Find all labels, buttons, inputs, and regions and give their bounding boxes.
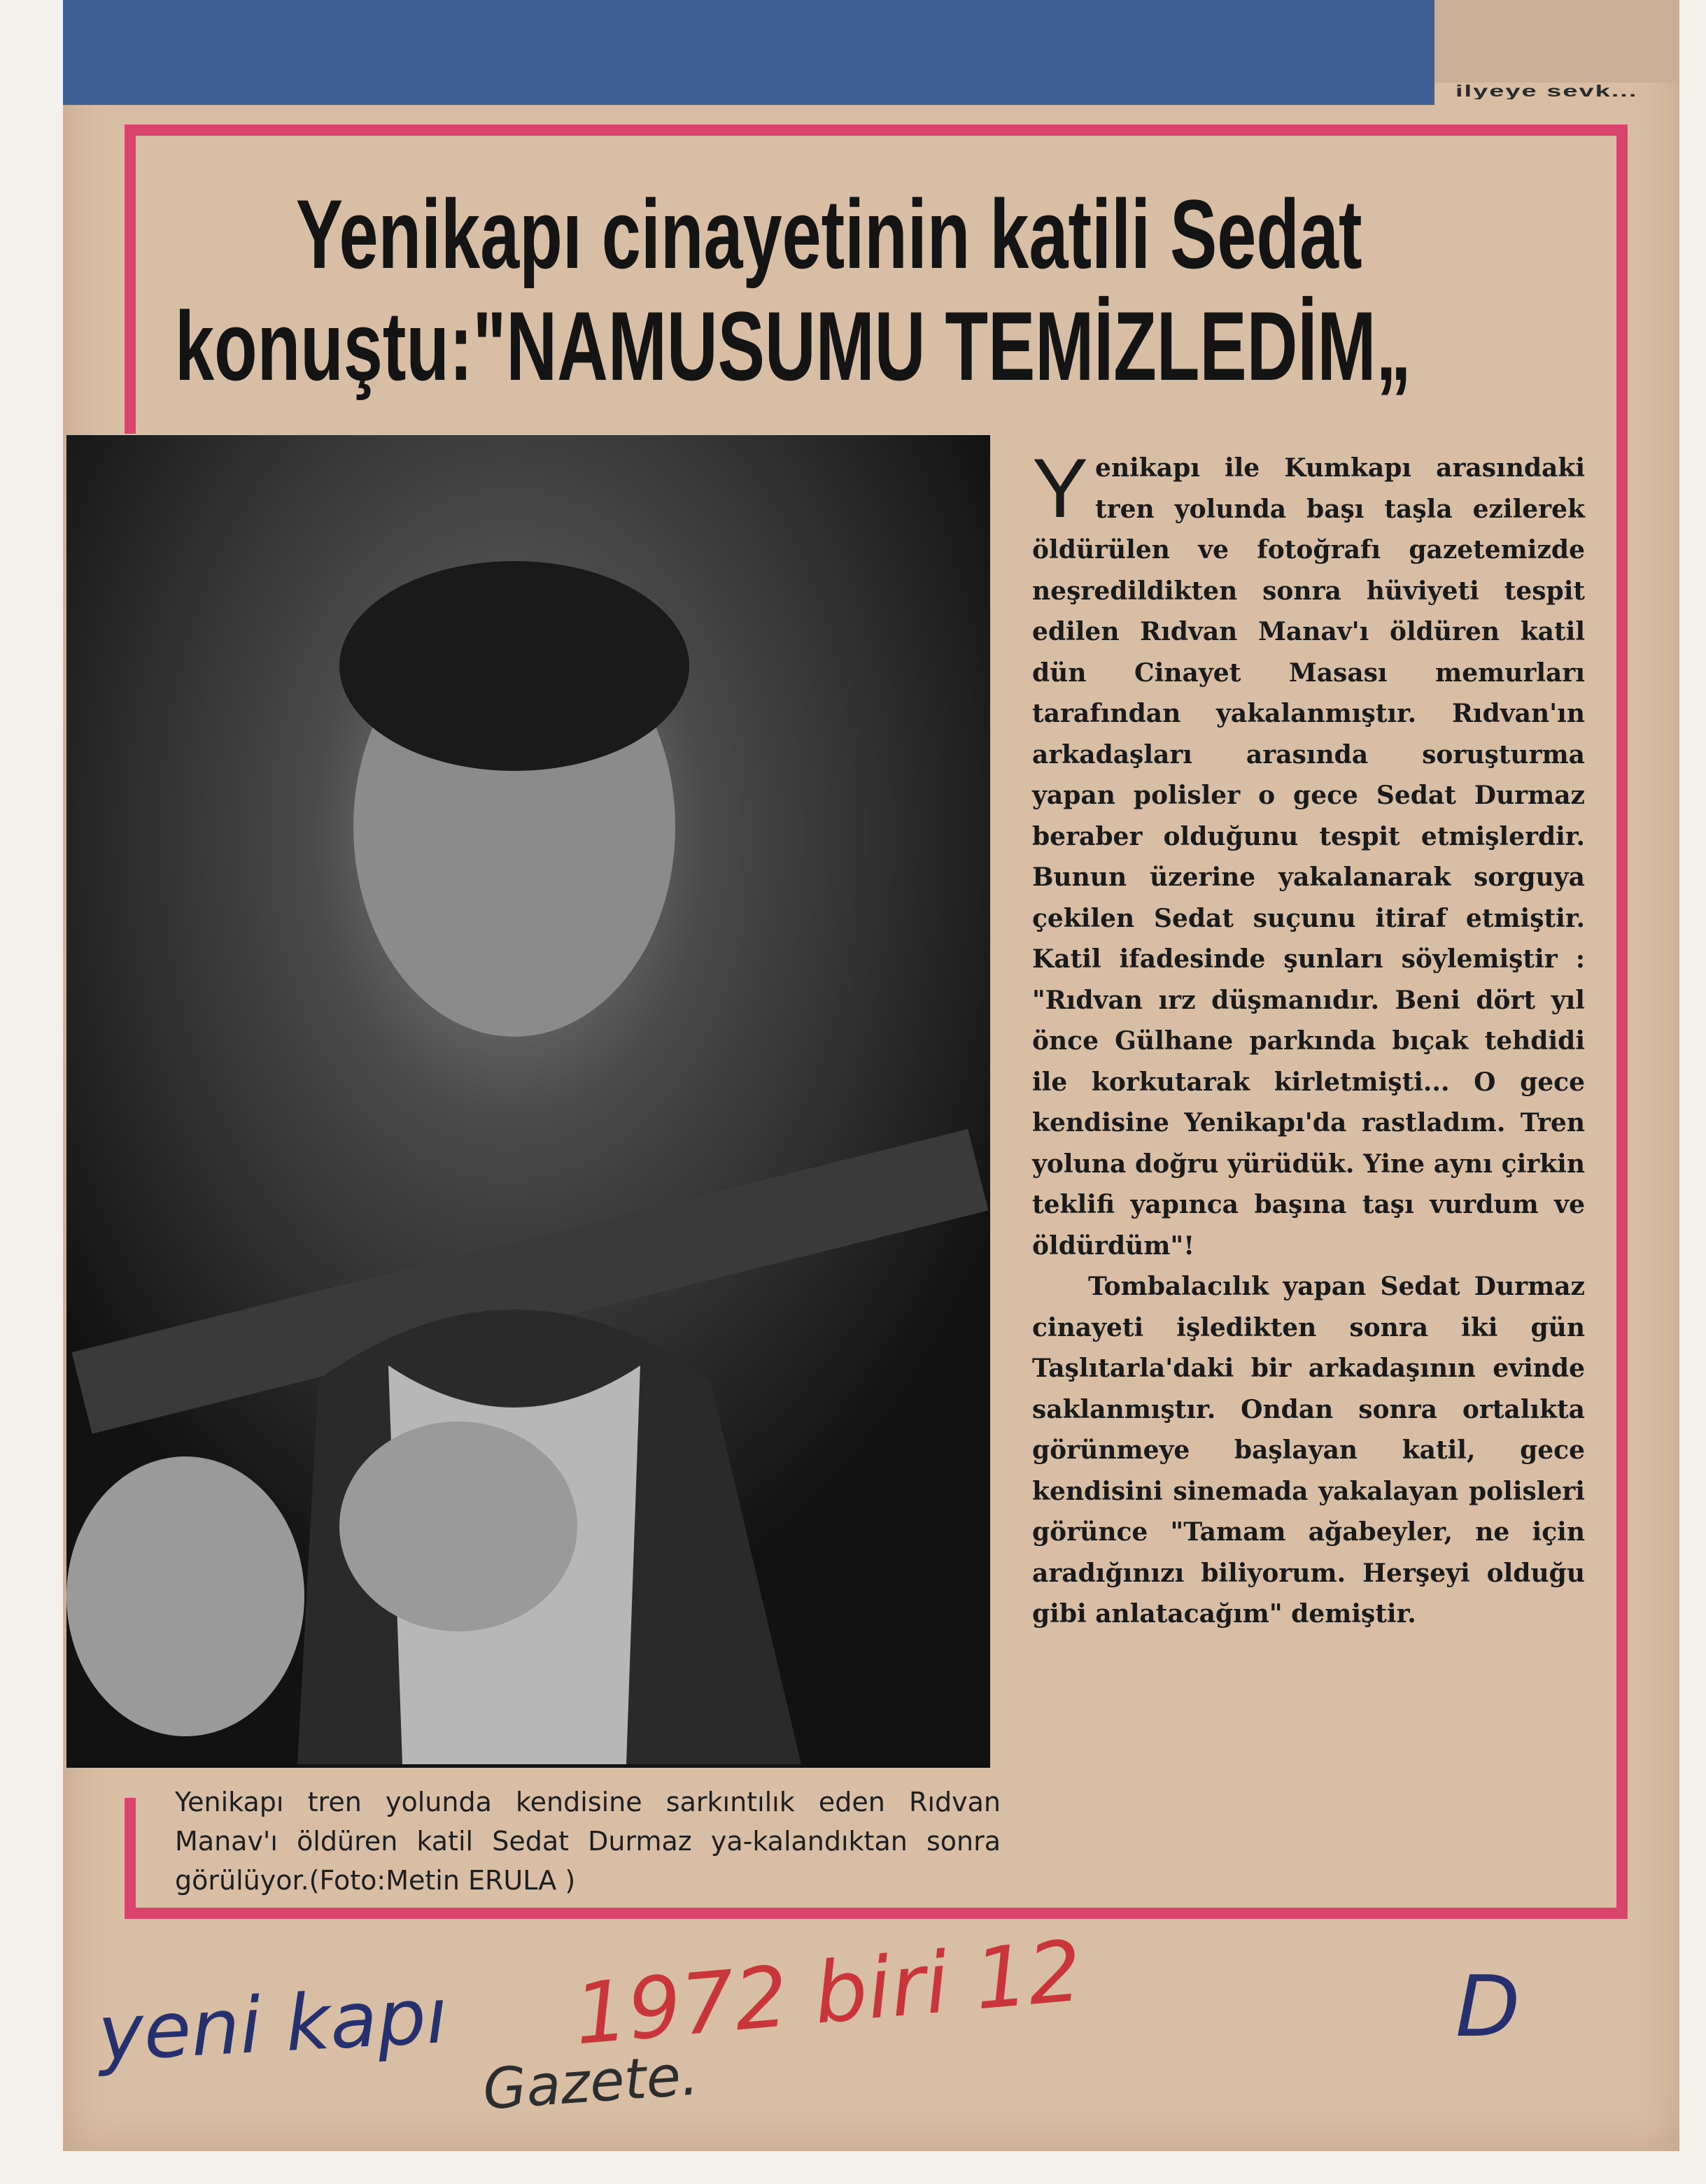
photo-caption: Yenikapı tren yolunda kendisine sarkıntılık eden Rıdvan Manav'ı öldüren katil Sedat Durmaz ya-kalandıktan sonra görülüyor.(Foto:Metin ERULA ) [175,1787,1001,1896]
paragraph-2: Tombalacılık yapan Sedat Durmaz cinayeti işledikten sonra iki gün Taşlıtarla'daki bir arkadaşının evinde saklanmıştır. Ondan sonra ortalıkta görünmeye başlayan katil, gece kendisini sinemada yakalayan polisleri görünce "Tamam ağabeyler, ne için aradığınızı biliyorum. Herşeyi olduğu gibi anlatacağım" demiştir. [1032,1272,1585,1629]
headline-line-2: konuştu:"NAMUSUMU TEMİZLEDİM„ [175,291,1411,401]
portrait-photo-icon [66,435,990,1768]
headline [175,179,1411,401]
drop-cap: Y [1032,441,1089,535]
paragraph-1 [1032,441,1585,1266]
article-body [1032,441,1585,1635]
blue-header-band [63,0,1434,105]
handwritten-date: 1972 biri 12 [570,1922,1086,2064]
headline-line-1: Yenikapı cinayetinin katili Sedat [295,179,1362,289]
handwritten-note-source: yeni kapı [95,1971,450,2078]
header-fragment-text: ilyeye sevk... [1455,83,1638,99]
header-strip [1434,0,1679,83]
handwritten-note-source-2: Gazete. [481,2042,701,2122]
handwritten-mark: D [1455,1959,1521,2056]
portrait-photo [66,435,990,1768]
paragraph-1-text: enikapı ile Kumkapı arasındaki tren yolunda başı taşla ezilerek öldürülen ve fotoğrafı gazetemizde neşredildikten sonra hüviyeti tespit edilen Rıdvan Manav'ı öldüren katil dün Cinayet Masası memurları tarafından yakalanmıştır. Rıdvan'ın arkadaşları arasında soruşturma yapan polisler o gece Sedat Durmaz beraber olduğunu tespit etmişlerdir. Bunun üzerine yakalanarak sorguya çekilen Sedat suçunu itiraf etmiştir. Katil ifadesinde şunları söylemiştir : "Rıdvan ırz düşmanıdır. Beni dört yıl önce Gülhane parkında bıçak tehdidi ile korkutarak kirletmişti... O gece kendisine Yenikapı'da rastladım. Tren yoluna doğru yürüdük. Yine aynı çirkin teklifi yapınca başına taşı vurdum ve öldürdüm"! [1032,453,1585,1261]
